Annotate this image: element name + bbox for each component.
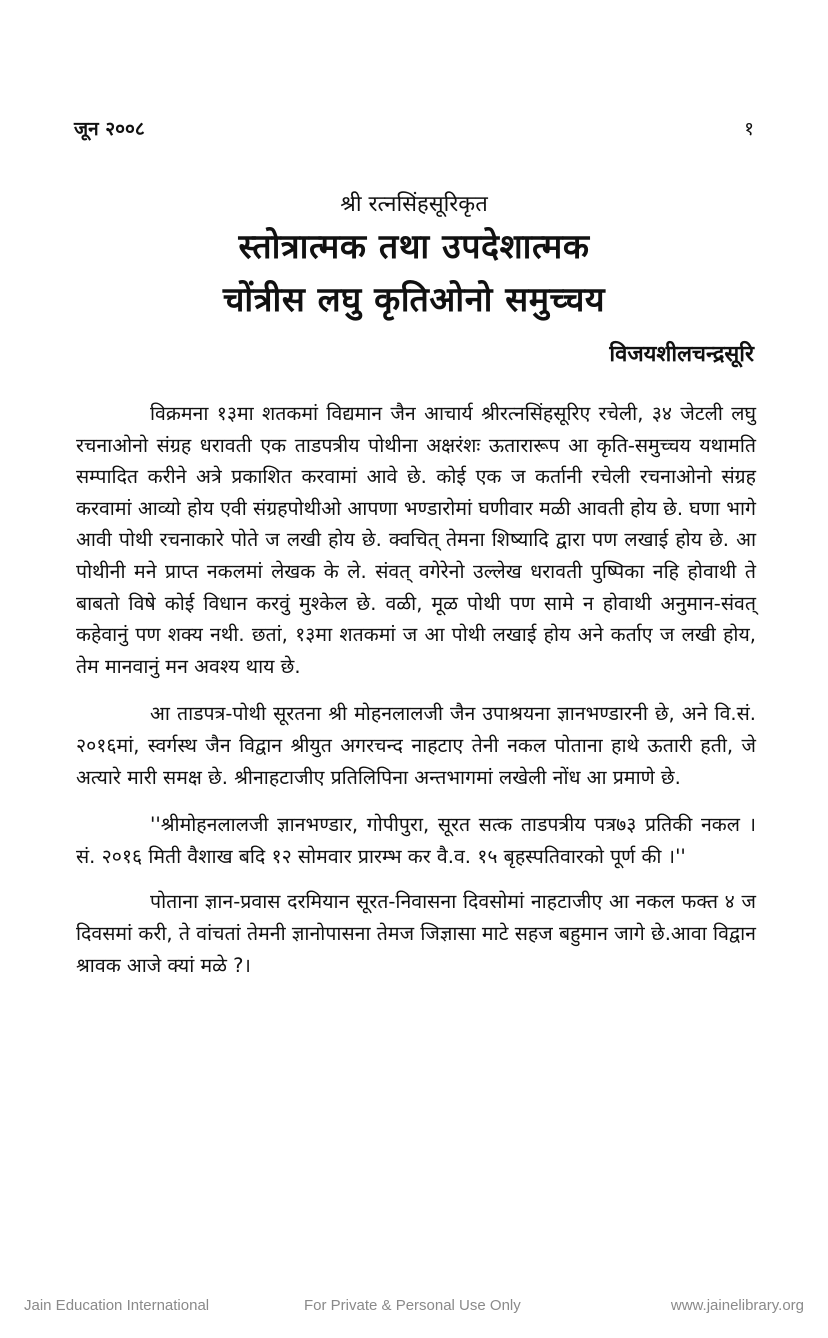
paragraph: विक्रमना १३मा शतकमां विद्यमान जैन आचार्य श्रीरत्नसिंहसूरिए रचेली, ३४ जेटली लघु रचनाओनो संग्रह धरावती एक ताडपत्रीय पोथीना अक्षरंशः ऊतारारूप आ कृति-समुच्चय यथामति सम्पादित करीने अत्रे प्रकाशित करवामां आवे छे. कोई एक ज कर्तानी रचेली रचनाओनो संग्रह करवामां आव्यो होय एवी संग्रहपोथीओ आपणा भण्डारोमां घणीवार मळी आवती होय छे. घणा भागे आवी पोथी रचनाकारे पोते ज लखी होय छे. क्वचित् तेमना शिष्यादि द्वारा पण लखाई होय छे. आ पोथीनी मने प्राप्त नकलमां लेखक के ले. संवत् वगेरेनो उल्लेख धरावती पुष्पिका नहि होवाथी ते बाबतो विषे कोई विधान करवुं मुश्केल छे. वळी, मूळ पोथी पण सामे न होवाथी अनुमान-संवत् कहेवानुं पण शक्य नथी. छतां, १३मा शतकमां ज आ पोथी लखाई होय अने कर्ताए ज लखी होय, तेम मानवानुं मन अवश्य थाय छे. <box>76 402 756 678</box>
footer-publisher: Jain Education International <box>24 1297 210 1314</box>
article-author: विजयशीलचन्द्रसूरि <box>609 342 754 367</box>
article-subtitle: श्री रत्नसिंहसूरिकृत <box>340 192 488 217</box>
article-title-line-1: स्तोत्रात्मक तथा उपदेशात्मक <box>238 227 590 267</box>
page-number: १ <box>744 118 754 140</box>
page-footer <box>24 1297 804 1321</box>
page-header <box>74 115 754 145</box>
article-title-line-2: चोंत्रीस लघु कृतिओनो समुच्चय <box>222 280 606 320</box>
issue-date: जून २००८ <box>74 118 145 140</box>
footer-website: www.jainelibrary.org <box>670 1297 804 1314</box>
paragraph: पोताना ज्ञान-प्रवास दरमियान सूरत-निवासना दिवसोमां नाहटाजीए आ नकल फक्त ४ ज दिवसमां करी, ते वांचतां तेमनी ज्ञानोपासना तेमज जिज्ञासा माटे सहज बहुमान जागे छे.आवा विद्वान श्रावक आजे क्यां मळे ?। <box>76 890 756 977</box>
article-body <box>76 398 756 997</box>
footer-usage-note: For Private & Personal Use Only <box>304 1297 521 1314</box>
paragraph: आ ताडपत्र-पोथी सूरतना श्री मोहनलालजी जैन उपाश्रयना ज्ञानभण्डारनी छे, अने वि.सं. २०१६मां, स्वर्गस्थ जैन विद्वान श्रीयुत अगरचन्द नाहटाए तेनी नकल पोताना हाथे ऊतारी हती, जे अत्यारे मारी समक्ष छे. श्रीनाहटाजीए प्रतिलिपिना अन्तभागमां लखेली नोंध आ प्रमाणे छे. <box>76 702 756 789</box>
quoted-note: ''श्रीमोहनलालजी ज्ञानभण्डार, गोपीपुरा, सूरत सत्क ताडपत्रीय पत्र७३ प्रतिकी नकल । सं. २०१६ मिती वैशाख बदि १२ सोमवार प्रारम्भ कर वै.व. १५ बृहस्पतिवारको पूर्ण की ।'' <box>76 813 756 868</box>
